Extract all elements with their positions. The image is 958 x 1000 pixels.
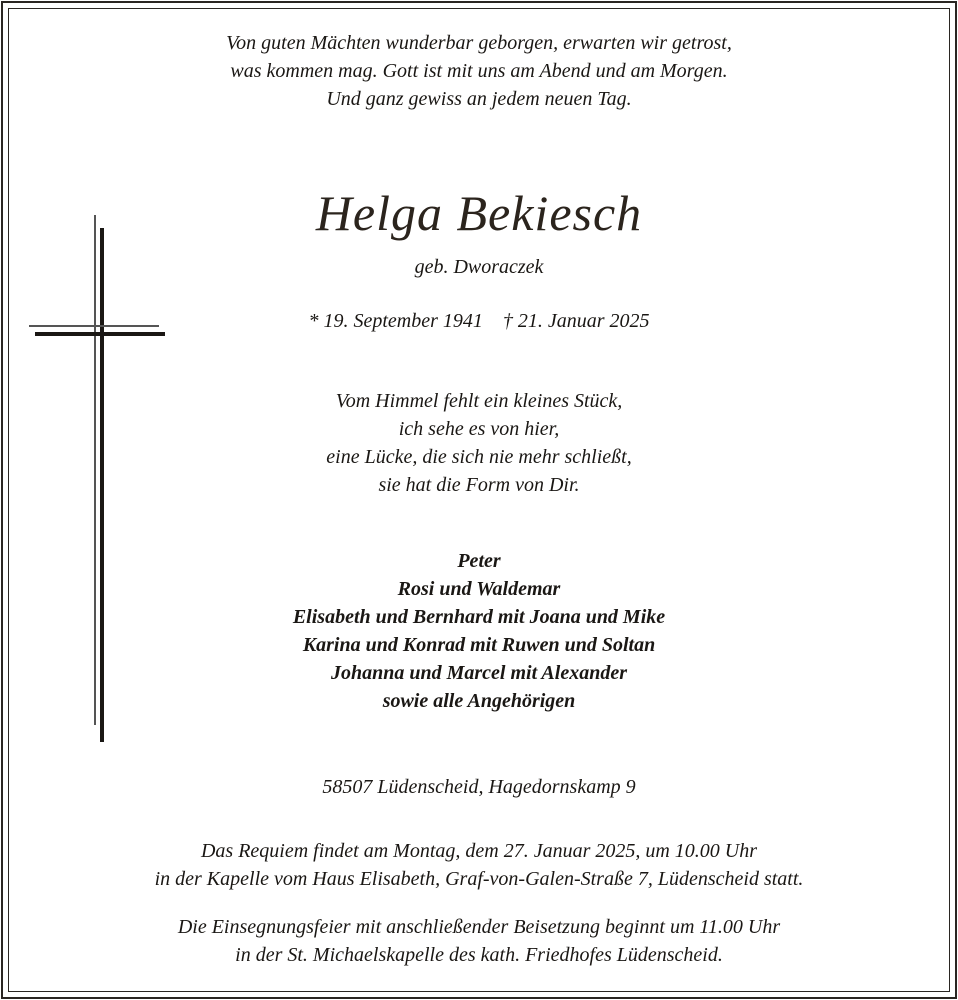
requiem-line: Das Requiem findet am Montag, dem 27. Januar 2025, um 10.00 Uhr (200, 840, 758, 862)
poem-line: eine Lücke, die sich nie mehr schließt, (326, 446, 632, 468)
mourner-line: Karina und Konrad mit Ruwen und Soltan (302, 634, 656, 656)
birth-name: geb. Dworaczek (414, 256, 544, 278)
mourner-line: Rosi und Waldemar (397, 578, 561, 600)
address: 58507 Lüdenscheid, Hagedornskamp 9 (322, 776, 636, 798)
mourner-line: Johanna und Marcel mit Alexander (331, 662, 627, 684)
mourner-line: sowie alle Angehörigen (382, 690, 576, 712)
burial-line: in der St. Michaelskapelle des kath. Friedhofes Lüdenscheid. (235, 944, 723, 966)
requiem-line: in der Kapelle vom Haus Elisabeth, Graf-von-Galen-Straße 7, Lüdenscheid statt. (154, 868, 804, 890)
motto-line: Und ganz gewiss an jedem neuen Tag. (326, 88, 632, 110)
poem-line: ich sehe es von hier, (398, 418, 560, 440)
burial-line: Die Einsegnungsfeier mit anschließender Beisetzung beginnt um 11.00 Uhr (177, 916, 781, 938)
mourner-line: Elisabeth und Bernhard mit Joana und Mike (292, 606, 666, 628)
motto-line: Von guten Mächten wunderbar geborgen, erwarten wir getrost, (226, 32, 732, 54)
poem-line: Vom Himmel fehlt ein kleines Stück, (335, 390, 623, 412)
deceased-name: Helga Bekiesch (315, 185, 643, 241)
life-dates: * 19. September 1941 † 21. Januar 2025 (308, 310, 650, 332)
motto-line: was kommen mag. Gott ist mit uns am Abend und am Morgen. (230, 60, 728, 82)
mourner-line: Peter (457, 550, 501, 572)
poem-line: sie hat die Form von Dir. (378, 474, 580, 496)
